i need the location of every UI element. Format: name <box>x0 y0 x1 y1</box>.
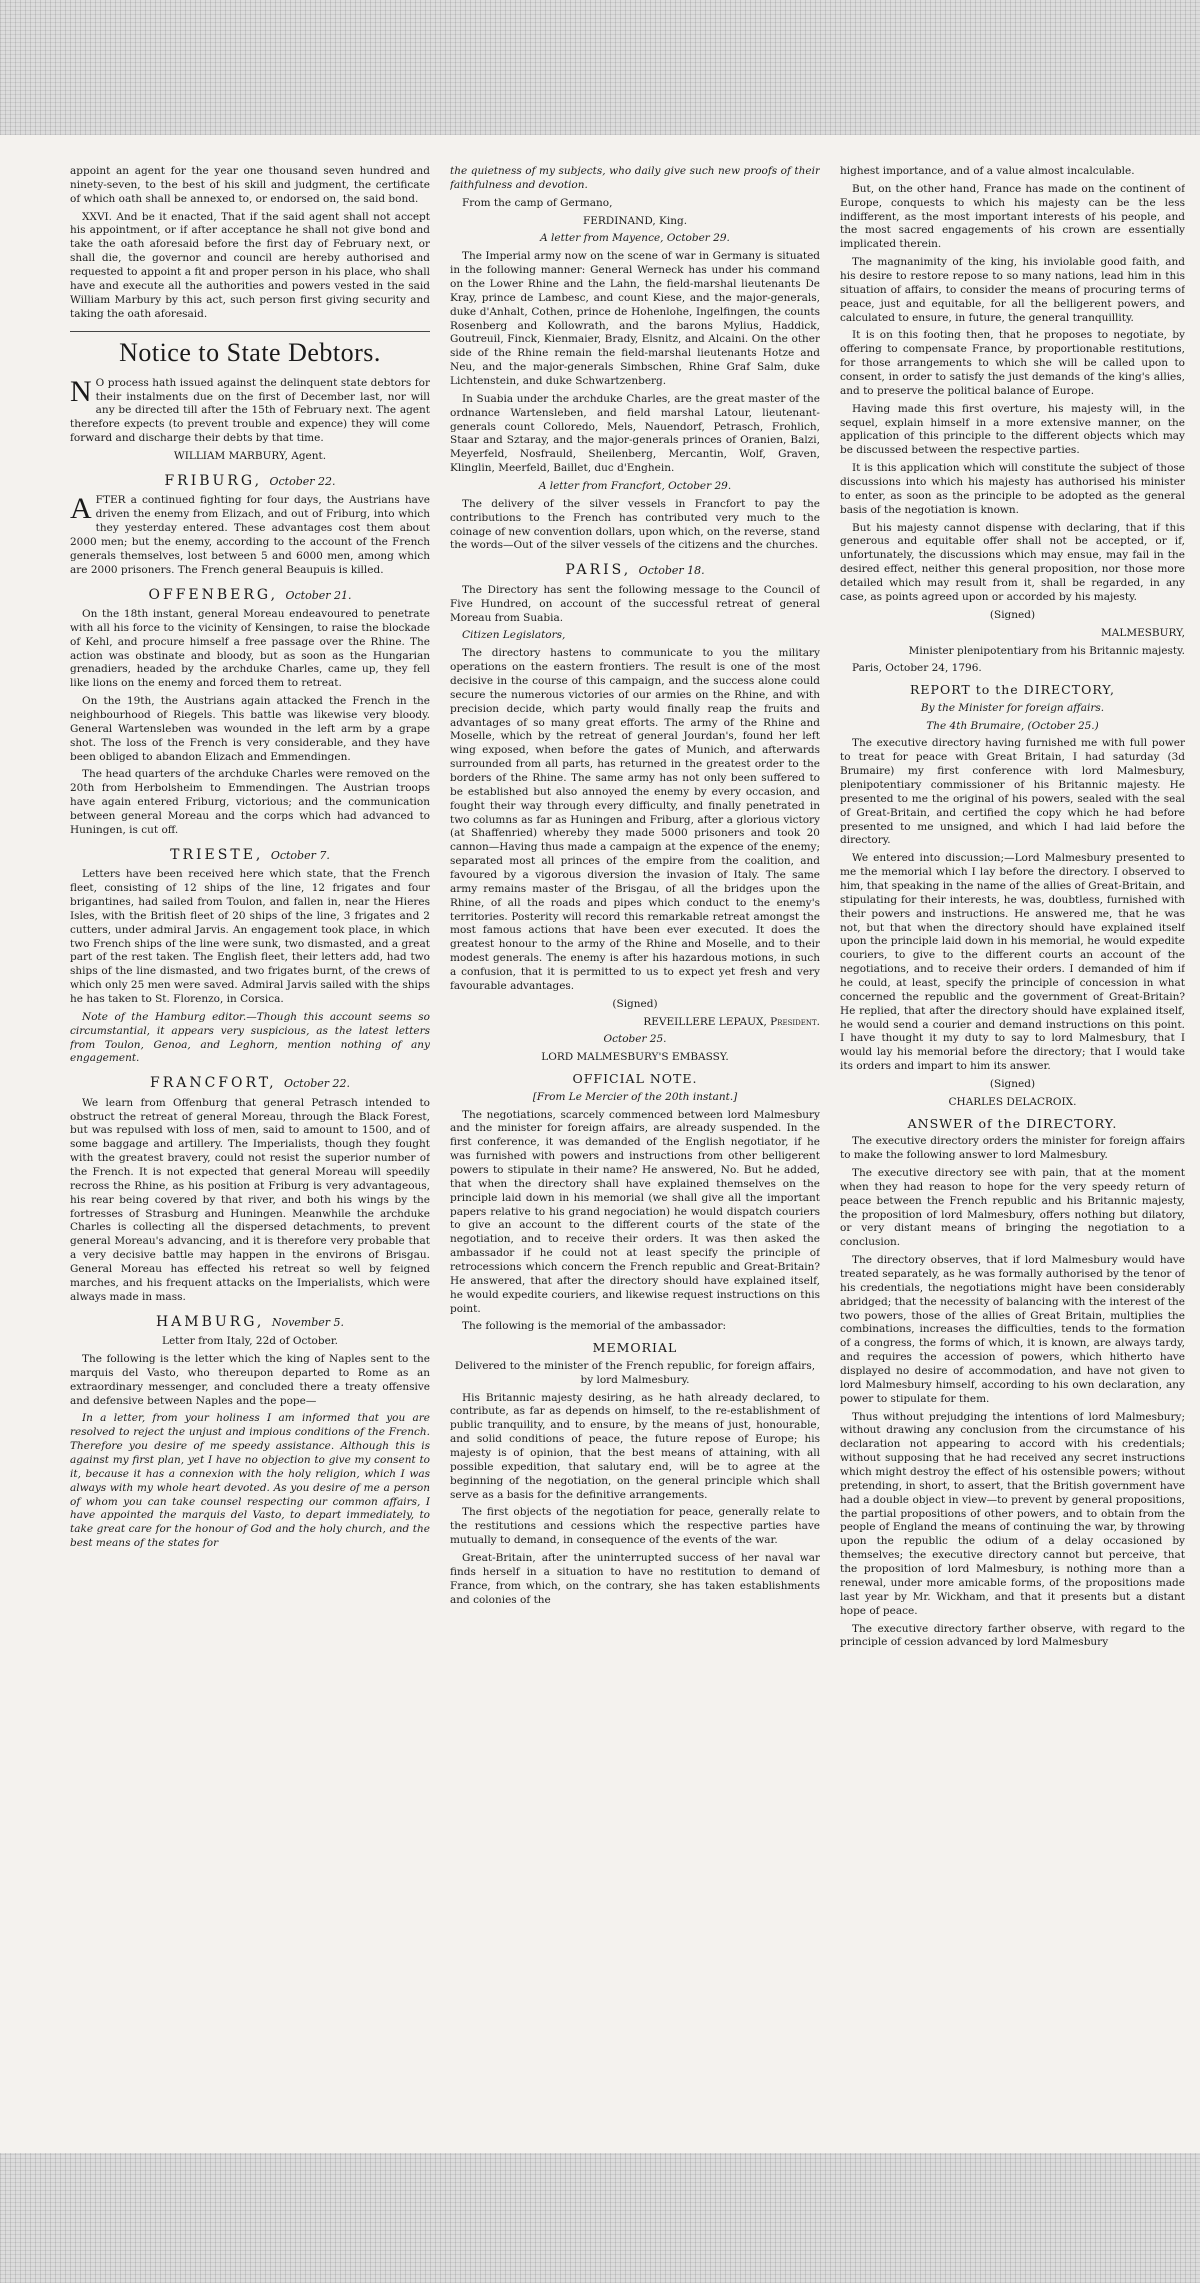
friburg-body <box>70 494 430 577</box>
paragraph: On the 18th instant, general Moreau endeavoured to penetrate with all his force to the vicinity of Kensingen, to raise the blockade of Kehl, and procure himself a free passage over the Rhine. The action was obstinate and bloody, but as soon as the Hungarian grenadiers, headed by the archduke Charles, came up, they fell like lions on the enemy and forced them to retreat. <box>70 608 430 690</box>
dateline-place: FRIBURG, <box>164 472 263 489</box>
paragraph: From the camp of Germano, <box>462 196 613 209</box>
dateline-place: FRANCFORT, <box>149 1075 277 1092</box>
paragraph: The executive directory farther observe, with regard to the principle of cession advanced by lord Malmesbury <box>840 1622 1185 1649</box>
dateline-offenberg <box>70 586 430 604</box>
column-3 <box>840 165 1185 2150</box>
section-heading: REPORT to the DIRECTORY, <box>910 682 1115 698</box>
paragraph: The head quarters of the archduke Charles were removed on the 20th from Herbolsheim to Emmendingen. The Austrian troops have again entered Friburg, victorious; and the communication between general Moreau and the corps which had advanced to Huningen, is cut off. <box>70 768 430 836</box>
paragraph: XXVI. And be it enacted, That if the said agent shall not accept his appointment, or if after acceptance he shall not give bond and take the oath aforesaid before the first day of February next, or shall die, the governor and council are hereby authorised and requested to appoint a fit and proper person in his place, who shall have and execute all the authorities and powers vested in the said William Marbury by this act, such person first giving security and taking the oath aforesaid. <box>70 210 430 320</box>
scan-noise-top <box>0 0 1200 135</box>
signed-label: (Signed) <box>989 1078 1036 1091</box>
paragraph: In Suabia under the archduke Charles, are the great master of the ordnance Wartensleben, and field marshal Latour, lieutenant-generals count Colloredo, Mels, Nauendorf, Petrasch, Frohlich, Staar and Sztaray, and the major-generals princes of Oranien, Balzi, Meyerfeld, Nosfrauld, Sheilenberg, Mercantin, Wolf, Graven, Klinglin, Meerfeld, Baillet, duc d'Enghein. <box>450 392 820 475</box>
section-heading: ANSWER of the DIRECTORY. <box>907 1115 1118 1131</box>
paragraph: The magnanimity of the king, his inviolable good faith, and his desire to restore repose to so many nations, lead him in this situation of affairs, to consider the means of procuring terms of peace, just and equitable, for all the belligerent powers, and calculated to ensure, in future, the general tranquillity. <box>840 256 1185 324</box>
salutation: Citizen Legislators, <box>462 629 566 642</box>
paragraph: Great-Britain, after the uninterrupted success of her naval war finds herself in a situation to have no restitution to demand of France, from which, on the contrary, she has taken establishments and colonies of the <box>450 1551 820 1606</box>
paragraph: The first objects of the negotiation for peace, generally relate to the restitutions and cessions which the respective parties have mutually to demand, in consequence of the events of the war. <box>450 1506 820 1547</box>
paragraph: The negotiations, scarcely commenced between lord Malmesbury and the minister for foreign affairs, are already suspended. In the first conference, it was demanded of the English negotiator, if he was furnished with powers and instructions from other belligerent powers to stipulate in their name? He answered, No. But he added, that when the directory shall have explained themselves on the principle laid down in his memorial (we shall give all the important papers relative to his grand negociation) he would dispatch couriers to give an account to the different courts of the state of the negotiation, and to receive their orders. It was then asked the ambassador if he could not at least specify the principle of retrocessions which concern the French republic and Great-Britain? He answered, that after the directory should have explained itself, he would expedite couriers, and likewise request instructions on this point. <box>450 1108 820 1315</box>
paragraph: appoint an agent for the year one thousand seven hundred and ninety-seven, to the best of his skill and judgment, the certificate of which oath shall be annexed to, or endorsed on, the said bond. <box>70 165 430 205</box>
paragraph: It is this application which will constitute the subject of those discussions into which his majesty has authorised his minister to enter, as soon as the principle to be adopted as the general basis of the negotiation is known. <box>840 462 1185 516</box>
newspaper-page <box>70 165 1185 2150</box>
notice-heading: Notice to State Debtors. <box>70 331 430 370</box>
date-line: October 25. <box>603 1033 667 1046</box>
signed-label: (Signed) <box>612 997 658 1010</box>
signature: CHARLES DELACROIX. <box>948 1095 1077 1108</box>
signature: REVEILLERE LEPAUX, President. <box>643 1015 820 1028</box>
subheading: Delivered to the minister of the French republic, for foreign affairs, by lord Malmesbury. <box>454 1359 816 1386</box>
drop-cap: N <box>70 374 92 408</box>
dateline-hamburg <box>70 1313 430 1331</box>
paragraph: Letters have been received here which state, that the French fleet, consisting of 12 ships of the line, 12 frigates and four brigantines, had sailed from Toulon, and fallen in, near the Hieres Isles, with the British fleet of 20 ships of the line, 3 frigates and 2 cutters, under admiral Jarvis. An engagement took place, in which two French ships of the line were sunk, two dismasted, and a great part of the rest taken. The English fleet, their letters add, had two ships of the line dismasted, and two frigates burnt, of the crews of which only 25 men were saved. Admiral Jarvis sailed with the ships he has taken to St. Florenzo, in Corsica. <box>70 868 430 1005</box>
paragraph: The executive directory see with pain, that at the moment when they had reason to hope for the very speedy return of peace between the French republic and his Britannic majesty, the proposition of lord Malmesbury, offers nothing but dilatory, or very distant means of bringing the negotiation to a conclusion. <box>840 1167 1185 1249</box>
subheading: Letter from Italy, 22d of October. <box>161 1335 339 1348</box>
paragraph: the quietness of my subjects, who daily give such new proofs of their faithfulness and devotion. <box>450 165 820 191</box>
notice-text: O process hath issued against the delinquent state debtors for their instalments due on the first of December last, nor will any be directed till after the 15th of February next. The agent therefore expects (to prevent trouble and expence) they will come forward and discharge their debts by that time. <box>70 376 430 445</box>
paragraph: The delivery of the silver vessels in Francfort to pay the contributions to the French has contributed very much to the coinage of new convention dollars, upon which, on the reverse, stand the words—Out of the silver vessels of the citizens and the churches. <box>450 497 820 552</box>
paragraph: The directory hastens to communicate to you the military operations on the eastern frontiers. The result is one of the most decisive in the course of this campaign, and the success alone could secure the numerous victories of our armies on the Rhine, and with precision decide, which party would finally reap the fruits and advantages of so many great efforts. The army of the Rhine and Moselle, which by the retreat of general Jourdan's, found her left wing exposed, when before the gates of Munich, and afterwards surrounded from all parts, has returned in the greatest order to the borders of the Rhine. The same army has not only been suffered to be established but also annoyed the enemy by every occasion, and fought their way through every difficulty, and finally penetrated in two columns as far as Huningen and Friburg, after a glorious victory (at Shaffenried) whereby they made 5000 prisoners and took 20 cannon—Having thus made a campaign at the expence of the enemy; separated most all princes of the empire from the coalition, and favoured by a vigorous diversion the invasion of Italy. The same army remains master of the Brisgau, of all the bridges upon the Rhine, of all the roads and pipes which conduct to the enemy's territories. Posterity will record this remarkable retreat amongst the most famous actions that have been ever executed. It does the greatest honour to the army of the Rhine and Moselle, and to their modest generals. The enemy is after his hazardous motions, in such a confusion, that it is permitted to us to expect yet fresh and very favourable advantages. <box>450 647 820 992</box>
paragraph: The following is the letter which the king of Naples sent to the marquis del Vasto, who thereupon departed to Rome as an extraordinary messenger, and concluded there a treaty offensive and defensive between Naples and the pope— <box>70 1352 430 1407</box>
paragraph: The Directory has sent the following message to the Council of Five Hundred, on account of the successful retreat of general Moreau from Suabia. <box>450 583 820 624</box>
dateline-friburg <box>70 472 430 490</box>
paragraph: On the 19th, the Austrians again attacked the French in the neighbourhood of Riegels. This battle was likewise very bloody. General Wartensleben was wounded in the left arm by a grape shot. The loss of the French is very considerable, and they have been obliged to abandon Elizach and Emmendingen. <box>70 695 430 763</box>
dateline-place: OFFENBERG, <box>148 586 279 603</box>
date-line: Paris, October 24, 1796. <box>852 662 982 675</box>
subheading: A letter from Mayence, October 29. <box>540 232 730 245</box>
column-1 <box>70 165 430 2150</box>
dateline-date: October 21. <box>285 588 352 602</box>
source-note: [From Le Mercier of the 20th instant.] <box>532 1090 738 1103</box>
paragraph: In a letter, from your holiness I am informed that you are resolved to reject the unjust and impious conditions of the French. Therefore you desire of me speedy assistance. Although this is against my first plan, yet I have no objection to give my consent to it, because it has a connexion with the holy religion, which I was always with my whole heart devoted. As you desire of me a person of whom you can take counsel respecting our common affairs, I have appointed the marquis del Vasto, to depart immediately, to take great care for the honour of God and the holy church, and the best means of the states for <box>70 1412 430 1550</box>
dateline-paris <box>450 561 820 579</box>
paragraph: It is on this footing then, that he proposes to negotiate, by offering to compensate France, by proportionable restitutions, for those arrangements to which she will be called upon to consent, in order to satisfy the just demands of the king's allies, and to preserve the political balance of Europe. <box>840 329 1185 397</box>
dateline-place: HAMBURG, <box>155 1313 265 1330</box>
dateline-date: November 5. <box>271 1315 345 1329</box>
paragraph: The Imperial army now on the scene of war in Germany is situated in the following manner: General Werneck has under his command on the Lower Rhine and the Lahn, the field-marshal lieutenants De Kray, prince de Lambesc, and count Kiese, and the major-generals, duke d'Anhalt, Cothen, prince de Hohenlohe, Ingelfingen, the counts Rosenberg and Kollowrath, and the barons Mylius, Haddick, Goutreuil, Finck, Kienmaier, Brady, Elsnitz, and Alcaini. On the other side of the Rhine remain the field-marshal lieutenants Hotze and Neu, and the major-generals Simbschen, Rhine Graf Salm, duke Lichtenstein, and duke Schwartzenberg. <box>450 250 820 388</box>
scan-noise-bottom <box>0 2153 1200 2283</box>
drop-cap: A <box>70 492 92 526</box>
paragraph: The following is the memorial of the ambassador: <box>462 1320 727 1333</box>
paragraph: But his majesty cannot dispense with declaring, that if this generous and equitable offer shall not be accepted, or if, unfortunately, the discussions which may ensue, may fail in the desired effect, neither this general proposition, nor those more detailed which may result from it, shall be regarded, in any case, as points agreed upon or accorded by his majesty. <box>840 521 1185 603</box>
signer-title: Minister plenipotentiary from his Britannic majesty. <box>908 644 1185 657</box>
notice-body <box>70 374 430 446</box>
paragraph: The directory observes, that if lord Malmesbury would have treated separately, as he was formally authorised by the tenor of his credentials, the negotiations might have been considerably abridged; that the necessity of balancing with the interest of the two powers, those of the allies of Great Britain, multiplies the combinations, increases the difficulties, tends to the formation of a congress, the forms of which, it is known, are always tardy, and requires the accession of powers, which hitherto have displayed no desire of accommodation, and have not given to lord Malmesbury himself, according to his own declaration, any power to stipulate for them. <box>840 1254 1185 1405</box>
notice-signature: WILLIAM MARBURY, Agent. <box>173 450 327 463</box>
paragraph: We learn from Offenburg that general Petrasch intended to obstruct the retreat of general Moreau, through the Black Forest, but was repulsed with loss of men, said to amount to 1500, and of some baggage and artillery. The Imperialists, though they fought with the greatest bravery, could not resist the superior number of the French. It is not expected that general Moreau will speedily recross the Rhine, as his position at Friburg is very advantageous, his rear being covered by that river, and both his wings by the fortresses of Strasburg and Huningen. Meanwhile the archduke Charles is collecting all the dispersed detachments, to prevent general Moreau's advancing, and it is therefore very probable that a very decisive battle may happen in the environs of Brisgau. General Moreau has effected his retreat so well by feigned marches, and his frequent attacks on the Imperialists, which were always made in mass. <box>70 1096 430 1303</box>
signature: FERDINAND, King. <box>582 214 688 227</box>
dateline-date: October 7. <box>270 848 330 862</box>
editor-note: Note of the Hamburg editor.—Though this account seems so circumstantial, it appears very suspicious, as the latest letters from Toulon, Genoa, and Leghorn, mention nothing of any engagement. <box>70 1010 430 1065</box>
column-2 <box>450 165 820 2150</box>
paragraph: The executive directory orders the minister for foreign affairs to make the following answer to lord Malmesbury. <box>840 1135 1185 1162</box>
friburg-text: FTER a continued fighting for four days, the Austrians have driven the enemy from Elizach, and out of Friburg, into which they yesterday entered. These advantages cost them about 2000 men; but the enemy, according to the account of the French generals themselves, lost between 5 and 6000 men, among which are 2000 prisoners. The French general Beaupuis is killed. <box>70 494 430 576</box>
signature: MALMESBURY, <box>1101 626 1185 639</box>
dateline-date: October 22. <box>269 474 336 488</box>
dateline-date: October 18. <box>638 564 705 578</box>
signed-label: (Signed) <box>989 608 1036 621</box>
dateline-trieste <box>70 846 430 864</box>
paragraph: The executive directory having furnished me with full power to treat for peace with Great Britain, I had saturday (3d Brumaire) my first conference with lord Malmesbury, plenipotentiary commissioner of his Britannic majesty. He presented to me the original of his powers, sealed with the seal of Great-Britain, and certified the copy which he had before presented to me unsigned, and which I had laid before the directory. <box>840 737 1185 847</box>
dateline-place: PARIS, <box>565 562 632 579</box>
dateline-francfort <box>70 1074 430 1092</box>
paragraph: Thus without prejudging the intentions of lord Malmesbury; without drawing any conclusion from the circumstance of his declaration not appearing to accord with his credentials; without supposing that he had received any secret instructions which might destroy the effect of his ostensible powers; without pretending, in short, to assert, that the British government have had a double object in view—to prevent by general propositions, the partial propositions of other powers, and to obtain from the people of England the means of continuing the war, by throwing upon the republic the odium of a delay occasioned by themselves; the executive directory cannot but perceive, that the proposition of lord Malmesbury, is nothing more than a renewal, under more amicable forms, of the propositions made last year by Mr. Wickham, and that it presents but a distant hope of peace. <box>840 1410 1185 1617</box>
paragraph: But, on the other hand, France has made on the continent of Europe, conquests to which his majesty can be the less indifferent, as the most important interests of his people, and the most sacred engagements of his crown are essentially implicated therein. <box>840 182 1185 251</box>
paragraph: Having made this first overture, his majesty will, in the sequel, explain himself in a more extensive manner, on the application of this principle to the different objects which may be discussed between the respective parties. <box>840 402 1185 457</box>
subheading: By the Minister for foreign affairs. <box>920 701 1105 714</box>
paragraph: highest importance, and of a value almost incalculable. <box>840 165 1135 177</box>
section-heading: OFFICIAL NOTE. <box>572 1071 698 1087</box>
subheading: The 4th Brumaire, (October 25.) <box>926 719 1099 732</box>
paragraph: His Britannic majesty desiring, as he hath already declared, to contribute, as far as depends on himself, to the re-establishment of public tranquility, and to ensure, by the means of just, honourable, and solid conditions of peace, the future repose of Europe; his majesty is of opinion, that the best means of attaining, with all possible expedition, that salutary end, will be to agree at the beginning of the negotiation, on the general principle which shall serve as a basis for the definitive arrangements. <box>450 1391 820 1501</box>
paragraph: We entered into discussion;—Lord Malmesbury presented to me the memorial which I lay before the directory. I observed to him, that speaking in the name of the allies of Great-Britain, and stipulating for their interests, he was, doubtless, furnished with their powers and instructions. He answered me, that he was not, but that when the directory should have explained itself upon the principle laid down in his memorial, he would expedite couriers, to give to the different courts an account of the negotiations, and to receive their orders. I demanded of him if he could, at least, specify the principle of concession in what concerned the republic and the government of Great-Britain? He replied, that after the directory should have explained itself, he would send a courier and demand instructions on this point. I have thought it my duty to say to lord Malmesbury, that I would lay his memorial before the directory; that I would take its orders and impart to him its answer. <box>840 852 1185 1073</box>
section-heading: MEMORIAL <box>592 1340 678 1356</box>
subheading: LORD MALMESBURY'S EMBASSY. <box>541 1051 729 1064</box>
dateline-place: TRIESTE, <box>170 846 264 863</box>
subheading: A letter from Francfort, October 29. <box>538 480 732 493</box>
dateline-date: October 22. <box>283 1077 351 1091</box>
